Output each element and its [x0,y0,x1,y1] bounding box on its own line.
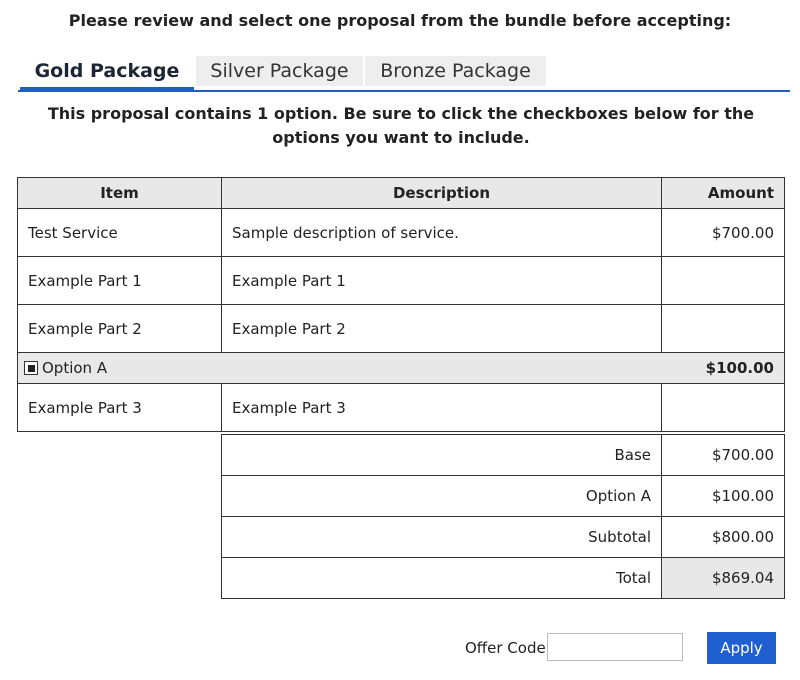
option-a-checkbox[interactable] [24,361,38,375]
totals-table [221,434,785,599]
totals-label: Option A [222,476,662,517]
grand-total-amount: $869.04 [662,558,785,599]
totals-amount: $100.00 [662,476,785,517]
totals-row-option-a [222,476,785,517]
table-row [18,305,785,353]
page-instructions: Please review and select one proposal from the bundle before accepting: [68,11,732,30]
table-row [18,209,785,257]
description-cell: Example Part 3 [222,384,662,432]
tab-gold-package[interactable]: Gold Package [20,56,194,90]
tab-silver-package[interactable]: Silver Package [196,56,363,86]
column-header-amount: Amount [662,178,785,209]
amount-cell [662,305,785,353]
option-a-row [18,353,785,384]
tab-bronze-package[interactable]: Bronze Package [365,56,546,86]
amount-cell: $700.00 [662,209,785,257]
column-header-description: Description [222,178,662,209]
description-cell: Example Part 2 [222,305,662,353]
amount-cell [662,257,785,305]
totals-label: Base [222,435,662,476]
proposal-notice: This proposal contains 1 option. Be sure to click the checkboxes below for the options you want to include. [47,104,755,147]
description-cell: Sample description of service. [222,209,662,257]
offer-code-label: Offer Code [465,639,546,657]
option-a-amount: $100.00 [662,353,785,384]
totals-label: Subtotal [222,517,662,558]
offer-code-input[interactable] [547,633,683,661]
apply-offer-button[interactable]: Apply [707,632,776,664]
checkbox-checked-mark [28,365,35,372]
totals-amount: $800.00 [662,517,785,558]
amount-cell [662,384,785,432]
item-cell: Example Part 2 [18,305,222,353]
totals-row-subtotal [222,517,785,558]
totals-row-base [222,435,785,476]
option-a-toggle[interactable] [18,353,662,384]
totals-label: Total [222,558,662,599]
totals-row-total [222,558,785,599]
package-tabs [18,54,790,92]
item-cell: Test Service [18,209,222,257]
description-cell: Example Part 1 [222,257,662,305]
item-cell: Example Part 1 [18,257,222,305]
table-row [18,257,785,305]
item-cell: Example Part 3 [18,384,222,432]
column-header-item: Item [18,178,222,209]
totals-amount: $700.00 [662,435,785,476]
table-row [18,384,785,432]
option-a-label: Option A [42,359,108,377]
table-header-row [18,178,785,209]
proposal-items-table [17,177,785,432]
